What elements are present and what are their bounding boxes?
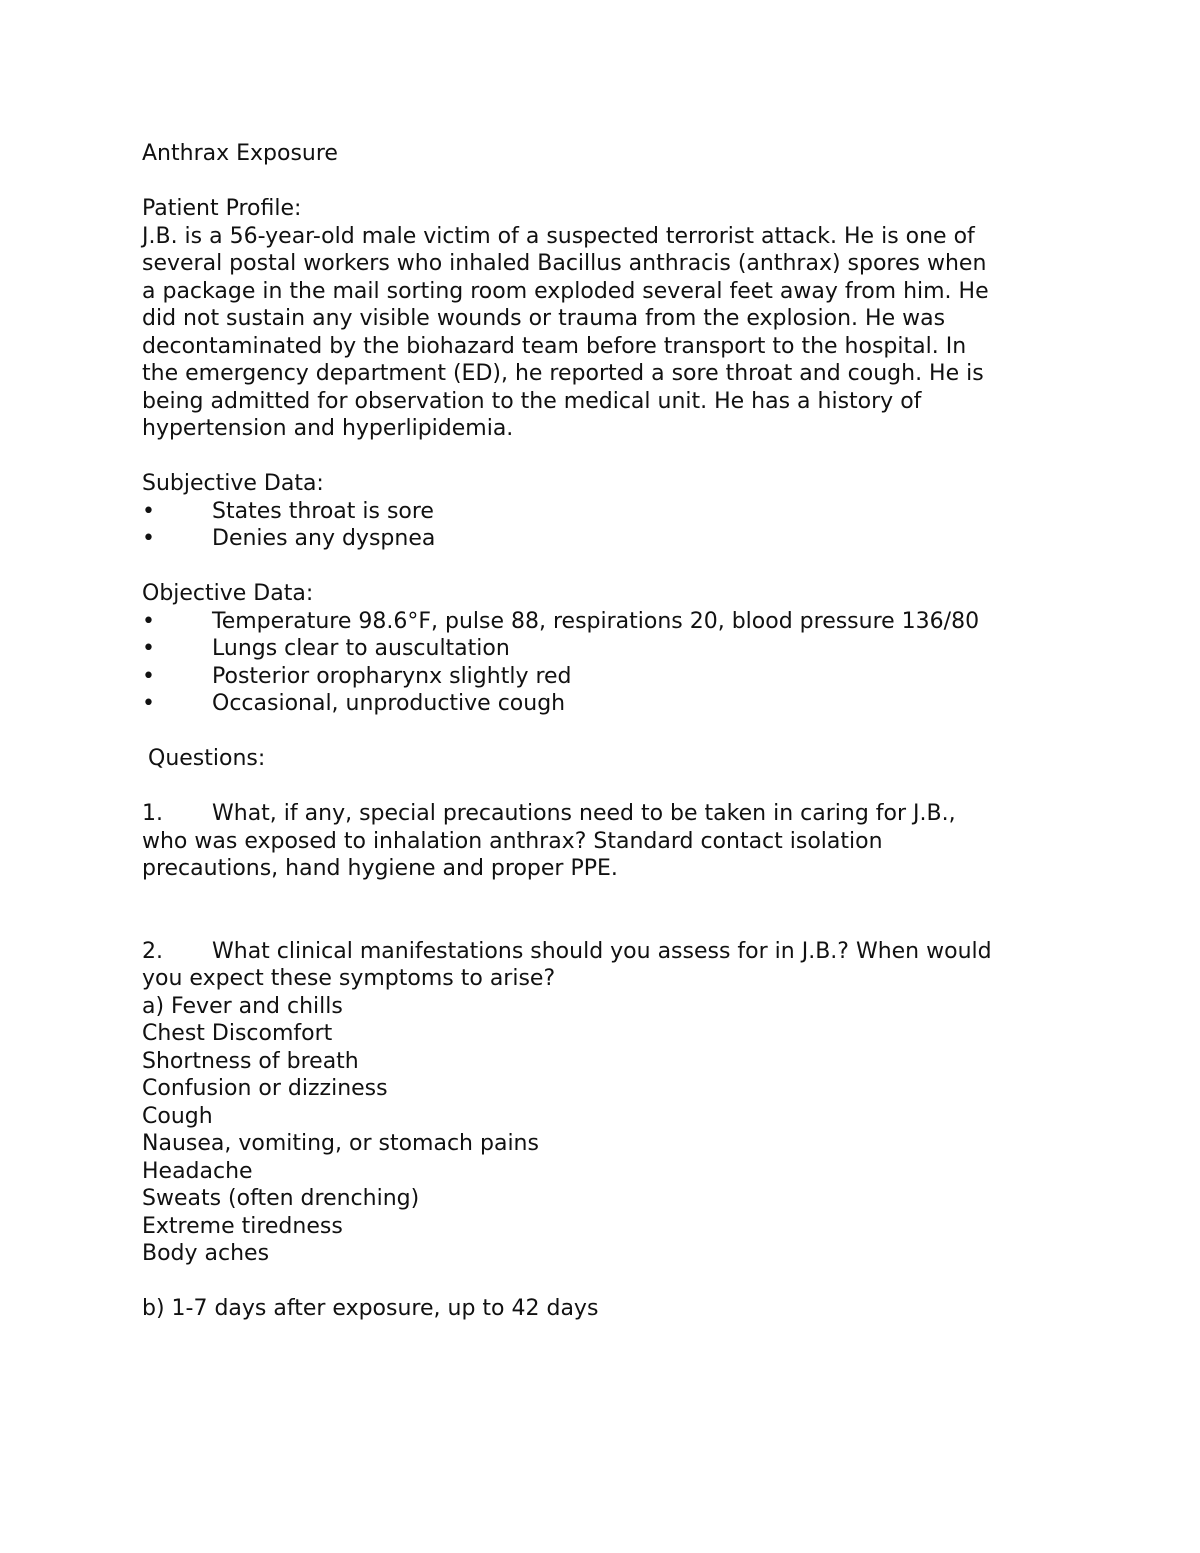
- list-item-text: Lungs clear to auscultation: [212, 636, 510, 661]
- answer-line: a) Fever and chills: [142, 993, 343, 1019]
- question-text: What clinical manifestations should you assess for in J.B.? When would: [212, 938, 992, 964]
- spacer: [142, 718, 1142, 746]
- list-item: [142, 498, 1142, 526]
- spacer: [142, 773, 1142, 801]
- spacer: [142, 883, 1142, 938]
- subjective-data-heading: Subjective Data:: [142, 471, 324, 496]
- list-item-text: Posterior oropharynx slightly red: [212, 663, 572, 689]
- question-first-line: [142, 800, 1142, 828]
- answer-line: Cough: [142, 1103, 213, 1129]
- list-item: [142, 608, 1142, 636]
- spacer: [142, 443, 1142, 471]
- paragraph-line: the emergency department (ED), he reported a sore throat and cough. He is: [142, 361, 984, 386]
- list-item-text: Temperature 98.6°F, pulse 88, respirations 20, blood pressure 136/80: [212, 608, 980, 634]
- bullet-icon: •: [142, 608, 155, 634]
- document-page: [142, 140, 1142, 1323]
- answer-line: you expect these symptoms to arise?: [142, 966, 556, 991]
- answer-line: Headache: [142, 1158, 253, 1184]
- patient-profile-heading: Patient Profile:: [142, 196, 302, 221]
- question-first-line: [142, 938, 1142, 966]
- answer-line: Confusion or dizziness: [142, 1076, 388, 1101]
- answer-line: Sweats (often drenching): [142, 1186, 420, 1211]
- list-item-text: States throat is sore: [212, 498, 434, 524]
- list-item: [142, 690, 1142, 718]
- list-item: [142, 525, 1142, 553]
- objective-data-list: [142, 608, 1142, 718]
- question-number: 2.: [142, 938, 163, 964]
- answer-line: who was exposed to inhalation anthrax? Standard contact isolation: [142, 828, 883, 854]
- bullet-icon: •: [142, 691, 155, 716]
- answer-line: Shortness of breath: [142, 1048, 359, 1074]
- paragraph-line: did not sustain any visible wounds or trauma from the explosion. He was: [142, 306, 946, 331]
- bullet-icon: •: [142, 526, 155, 551]
- answer-line: Chest Discomfort: [142, 1021, 333, 1046]
- list-item-text: Denies any dyspnea: [212, 526, 436, 551]
- bullet-icon: •: [142, 663, 155, 689]
- questions-heading: Questions:: [148, 746, 266, 771]
- list-item: [142, 635, 1142, 663]
- objective-data-heading: Objective Data:: [142, 581, 314, 606]
- paragraph-line: several postal workers who inhaled Bacillus anthracis (anthrax) spores when: [142, 251, 987, 276]
- answer-line: Nausea, vomiting, or stomach pains: [142, 1131, 539, 1156]
- spacer: [142, 1268, 1142, 1296]
- question-number: 1.: [142, 801, 163, 826]
- bullet-icon: •: [142, 498, 155, 524]
- answer-line: Body aches: [142, 1241, 270, 1266]
- paragraph-line: a package in the mail sorting room exploded several feet away from him. He: [142, 278, 989, 304]
- answer-b: b) 1-7 days after exposure, up to 42 days: [142, 1296, 599, 1321]
- spacer: [142, 168, 1142, 196]
- question-1: [142, 800, 1142, 883]
- list-item-text: Occasional, unproductive cough: [212, 691, 566, 716]
- paragraph-line: being admitted for observation to the medical unit. He has a history of: [142, 388, 922, 414]
- question-2: [142, 938, 1142, 1323]
- patient-profile-text: [142, 223, 1142, 443]
- question-text: What, if any, special precautions need to be taken in caring for J.B.,: [212, 801, 956, 826]
- subjective-data-list: [142, 498, 1142, 553]
- paragraph-line: J.B. is a 56-year-old male victim of a suspected terrorist attack. He is one of: [142, 223, 975, 249]
- paragraph-line: decontaminated by the biohazard team before transport to the hospital. In: [142, 333, 967, 359]
- answer-line: precautions, hand hygiene and proper PPE.: [142, 856, 618, 881]
- spacer: [142, 553, 1142, 581]
- answer-line: Extreme tiredness: [142, 1213, 343, 1239]
- list-item: [142, 663, 1142, 691]
- paragraph-line: hypertension and hyperlipidemia.: [142, 416, 514, 441]
- bullet-icon: •: [142, 636, 155, 661]
- document-title: Anthrax Exposure: [142, 141, 338, 166]
